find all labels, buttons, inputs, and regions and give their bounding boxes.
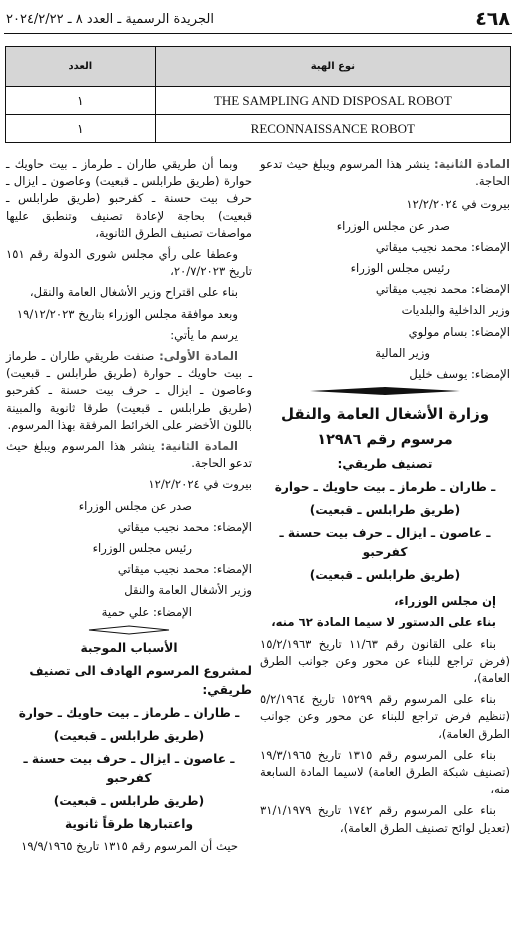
basis-4: بناء على المرسوم رقم ١٧٤٢ تاريخ ٣١/١/١٩٧٩ (تعديل لوائح تصنيف الطرق العامة)، bbox=[260, 803, 510, 835]
road-1-sub: (طريق طرابلس ـ قبعيت) bbox=[53, 728, 205, 743]
table-cell-type: THE SAMPLING AND DISPOSAL ROBOT bbox=[155, 87, 510, 115]
whereas-paragraph: وبما أن طريقي طاران ـ طرماز ـ بيت حاويك ـ حوارة (طريق طرابلس ـ قبعيت) وعاصون ـ ايزال ـ حرف بيت حسنة ـ كفرحبو (طريق طرابلس ـ قبعيت) بحاجة لإعادة تصنيف وتنطبق عليها مواصفات تصنيف الطرق الثانوية، bbox=[6, 157, 252, 240]
gazette-title: الجريدة الرسمية ـ العدد ٨ ـ ٢٠٢٤/٢/٢٢ bbox=[6, 12, 214, 27]
opinion-paragraph: وعطفا على رأي مجلس شورى الدولة رقم ١٥١ تاريخ ٢٠/٧/٢٠٢٣، bbox=[6, 247, 252, 279]
ornament-bar bbox=[310, 387, 460, 395]
decrees-line: يرسم ما يأتي: bbox=[170, 327, 238, 342]
road-1: ـ طاران ـ طرماز ـ بيت حاويك ـ حوارة bbox=[18, 705, 240, 720]
signature: الإمضاء: محمد نجيب ميقاتي bbox=[375, 282, 510, 297]
table-row bbox=[6, 115, 511, 143]
article-2-text: ينشر هذا المرسوم ويبلغ حيث تدعو الحاجة. bbox=[260, 157, 510, 189]
last-line: حيث أن المرسوم رقم ١٣١٥ تاريخ ١٩/٩/١٩٦٥ bbox=[21, 838, 238, 853]
reasons-subtitle: لمشروع المرسوم الهادف الى تصنيف طريقي: bbox=[29, 663, 252, 697]
road-2-sub: (طريق طرابلس ـ قبعيت) bbox=[309, 568, 461, 583]
proposal-paragraph: بناء على اقتراح وزير الأشغال العامة والنقل، bbox=[29, 285, 238, 300]
decree-number: مرسوم رقم ١٢٩٨٦ bbox=[317, 432, 453, 449]
left-column bbox=[6, 156, 252, 859]
article-2-label: المادة الثانية: bbox=[433, 157, 511, 171]
issued-by: صدر عن مجلس الوزراء bbox=[78, 498, 192, 513]
considered-line: واعتبارها طرقاً ثانوية bbox=[64, 816, 194, 831]
grants-table bbox=[5, 46, 511, 143]
table-cell-type: RECONNAISSANCE ROBOT bbox=[155, 115, 510, 143]
reasons-title: الأسباب الموجبة bbox=[80, 640, 178, 655]
signature: الإمضاء: محمد نجيب ميقاتي bbox=[117, 562, 252, 577]
issued-by: صدر عن مجلس الوزراء bbox=[336, 218, 450, 233]
road-2: ـ عاصون ـ ايزال ـ حرف بيت حسنة ـ كفرحبو bbox=[279, 526, 491, 560]
basis-1: بناء على القانون رقم ١١/٦٣ تاريخ ١٥/٢/١٩٦٣ (فرض تراجع للبناء عن محور وعن جوانب الطرق العامة)، bbox=[260, 636, 510, 686]
table-header-row bbox=[6, 47, 511, 87]
classification-title: تصنيف طريقي: bbox=[337, 457, 433, 472]
table-row bbox=[6, 87, 511, 115]
basis-2: بناء على المرسوم رقم ١٥٢٩٩ تاريخ ٥/٢/١٩٦٤ (تنظيم فرض تراجع للبناء عن محور وعن جوانب الطرق العامة)، bbox=[260, 692, 510, 741]
table-cell-count: ١ bbox=[6, 87, 156, 115]
road-2: ـ عاصون ـ ايزال ـ حرف بيت حسنة ـ كفرحبو bbox=[23, 751, 235, 785]
article-2-text: ينشر هذا المرسوم ويبلغ حيث تدعو الحاجة. bbox=[6, 439, 252, 471]
ornament-diamond bbox=[87, 625, 171, 635]
council-intro: إن مجلس الوزراء، bbox=[394, 594, 496, 609]
signature: الإمضاء: يوسف خليل bbox=[409, 367, 510, 382]
column-header-type: نوع الهبة bbox=[155, 47, 510, 87]
signature: الإمضاء: بسام مولوي bbox=[408, 324, 510, 339]
page-header bbox=[6, 8, 510, 32]
pm-title: رئيس مجلس الوزراء bbox=[350, 261, 450, 276]
article-2-label: المادة الثانية: bbox=[160, 439, 239, 454]
table-cell-count: ١ bbox=[6, 115, 156, 143]
ministry-title: وزارة الأشغال العامة والنقل bbox=[280, 405, 490, 424]
signature: الإمضاء: محمد نجيب ميقاتي bbox=[375, 239, 510, 254]
header-rule bbox=[4, 33, 512, 34]
article-2 bbox=[260, 156, 510, 190]
minister-title: وزير المالية bbox=[375, 345, 430, 360]
article-1-text: صنفت طريقي طاران ـ طرماز ـ بيت حاويك ـ حوارة (طريق طرابلس ـ قبعيت) وعاصون ـ ايزال ـ حرف بيت حسنة ـ كفرحبو (طريق طرابلس ـ قبعيت) طرقا ثانوية والمبينة باللون الأخضر على الخرائط المرفقة بهذا المرسوم. bbox=[6, 349, 252, 432]
decree-date: بيروت في ١٢/٢/٢٠٢٤ bbox=[148, 477, 252, 492]
basis-constitution: بناء على الدستور لا سيما المادة ٦٢ منه، bbox=[271, 615, 496, 630]
signature: الإمضاء: محمد نجيب ميقاتي bbox=[117, 519, 252, 534]
road-1-sub: (طريق طرابلس ـ قبعيت) bbox=[309, 503, 461, 518]
column-header-count: العدد bbox=[6, 47, 156, 87]
article-1 bbox=[6, 348, 252, 434]
page-number: ٤٦٨ bbox=[475, 8, 510, 30]
right-column bbox=[260, 156, 510, 841]
minister-title: وزير الأشغال العامة والنقل bbox=[124, 583, 252, 598]
signature: الإمضاء: علي حمية bbox=[101, 604, 192, 619]
approval-paragraph: وبعد موافقة مجلس الوزراء بتاريخ ١٩/١٢/٢٠٢٣ bbox=[16, 306, 238, 321]
decree-date: بيروت في ١٢/٢/٢٠٢٤ bbox=[406, 197, 510, 212]
road-1: ـ طاران ـ طرماز ـ بيت حاويك ـ حوارة bbox=[274, 480, 496, 495]
minister-title: وزير الداخلية والبلديات bbox=[401, 303, 510, 318]
article-2 bbox=[6, 438, 252, 472]
article-1-label: المادة الأولى: bbox=[159, 349, 239, 364]
road-2-sub: (طريق طرابلس ـ قبعيت) bbox=[53, 793, 205, 808]
pm-title: رئيس مجلس الوزراء bbox=[92, 541, 192, 556]
basis-3: بناء على المرسوم رقم ١٣١٥ تاريخ ١٩/٣/١٩٦٥ (تصنيف شبكة الطرق العامة) لاسيما المادة السابعة منه، bbox=[260, 747, 510, 797]
